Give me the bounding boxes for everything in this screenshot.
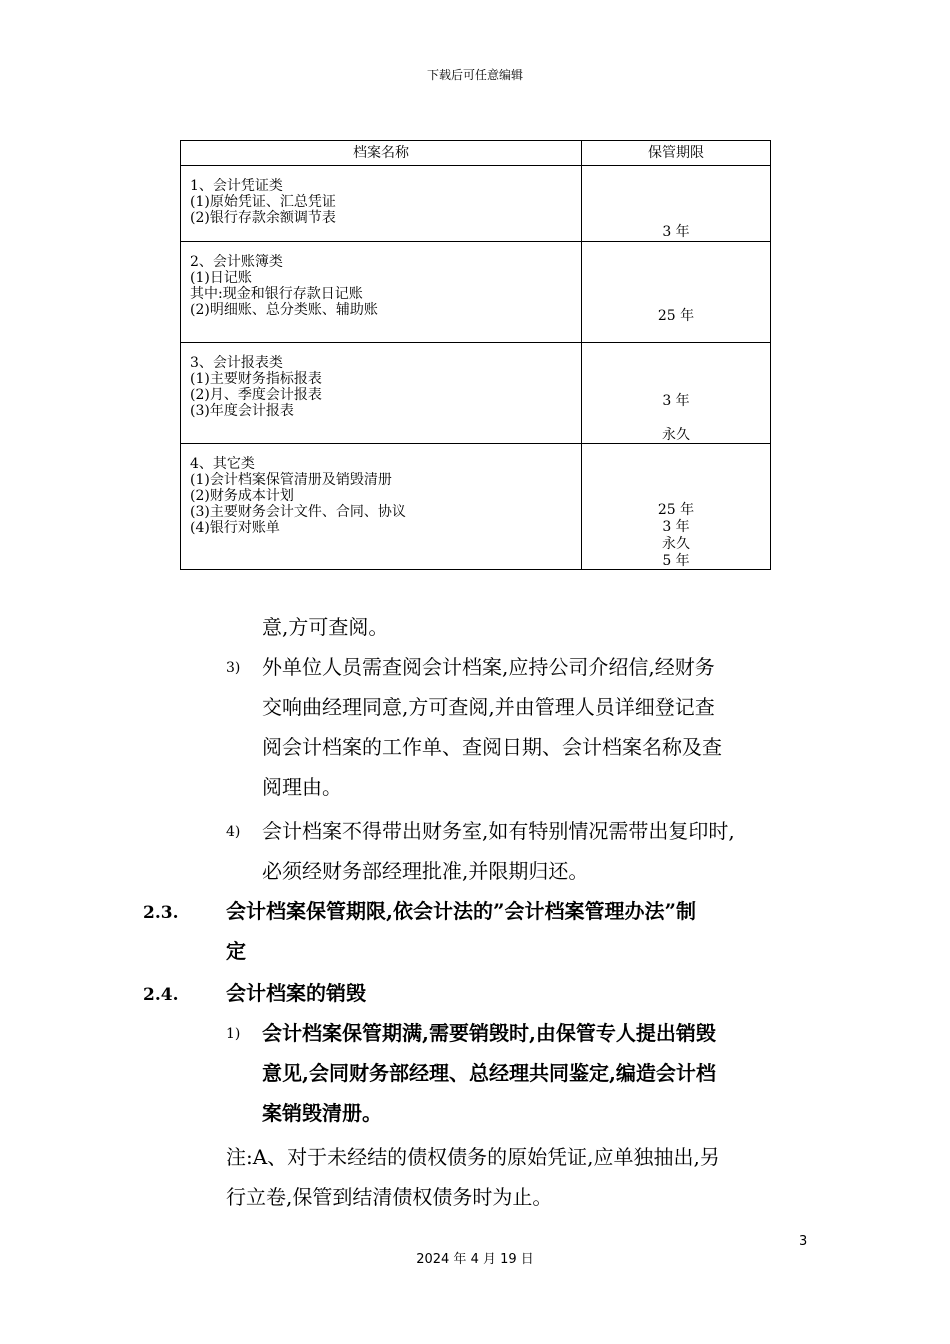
- text-line: 行立卷,保管到结清债权债务时为止。: [226, 1185, 553, 1209]
- cell-line: (3)主要财务会计文件、合同、协议: [190, 504, 406, 520]
- paragraph-continuation: 意,方可查阅。: [262, 615, 389, 639]
- cell-line: 其中:现金和银行存款日记账: [190, 286, 363, 302]
- cell-line: (4)银行对账单: [190, 520, 280, 536]
- section-heading: 会计档案的销毁: [226, 981, 366, 1005]
- text-line: 案销毁清册。: [262, 1101, 382, 1125]
- list-item-text: [262, 647, 722, 807]
- table-header-row: [181, 141, 771, 166]
- page-footer-date: 2024 年 4 月 19 日: [416, 1252, 534, 1267]
- list-number: 3): [226, 660, 241, 676]
- text-line: 外单位人员需查阅会计档案,应持公司介绍信,经财务: [262, 655, 715, 679]
- cell-line: (1)日记账: [190, 270, 252, 286]
- cell-line: 1、会计凭证类: [190, 178, 283, 194]
- cell-line: (2)银行存款余额调节表: [190, 210, 336, 226]
- cell-line: (3)年度会计报表: [190, 403, 294, 419]
- cell-line: 2、会计账簿类: [190, 254, 283, 270]
- table-cell-period: [582, 444, 771, 570]
- period-value: 5 年: [662, 553, 690, 569]
- page-header: 下载后可任意编辑: [426, 68, 523, 82]
- section-number: 2.3.: [143, 903, 179, 923]
- cell-line: (2)财务成本计划: [190, 488, 294, 504]
- text-line: 阅理由。: [262, 775, 342, 799]
- cell-line: (2)月、季度会计报表: [190, 387, 322, 403]
- text-line: 交响曲经理同意,方可查阅,并由管理人员详细登记查: [262, 695, 715, 719]
- period-value: 3 年: [662, 224, 690, 240]
- table-row: [181, 444, 771, 570]
- note-paragraph: [226, 1137, 720, 1217]
- cell-line: (2)明细账、总分类账、辅助账: [190, 302, 378, 318]
- text-line: 定: [226, 939, 246, 963]
- cell-line: (1)会计档案保管清册及销毁清册: [190, 472, 392, 488]
- cell-line: (1)主要财务指标报表: [190, 371, 322, 387]
- period-value: 永久: [662, 536, 690, 552]
- table-cell-name: [181, 343, 582, 444]
- table-cell-name: [181, 166, 582, 242]
- period-value: 25 年: [657, 308, 695, 324]
- table-row: [181, 343, 771, 444]
- list-item-text: [262, 1013, 716, 1133]
- table-cell-period: [582, 166, 771, 242]
- text-line: 注:A、对于未经结的债权债务的原始凭证,应单独抽出,另: [226, 1145, 720, 1169]
- cell-line: (1)原始凭证、汇总凭证: [190, 194, 336, 210]
- list-number: 1): [226, 1026, 241, 1042]
- column-header-period: 保管期限: [582, 141, 771, 166]
- text-line: 会计档案保管期限,依会计法的”会计档案管理办法”制: [226, 899, 696, 923]
- section-number: 2.4.: [143, 985, 179, 1005]
- page-number: 3: [799, 1234, 808, 1249]
- text-line: 阅会计档案的工作单、查阅日期、会计档案名称及查: [262, 735, 722, 759]
- column-header-name: 档案名称: [181, 141, 582, 166]
- text-line: 会计档案不得带出财务室,如有特别情况需带出复印时,: [262, 819, 735, 843]
- table-row: [181, 166, 771, 242]
- table-cell-period: [582, 343, 771, 444]
- list-item-text: [262, 811, 735, 891]
- cell-line: 4、其它类: [190, 456, 255, 472]
- table-row: [181, 242, 771, 343]
- period-value: 3 年: [662, 519, 690, 535]
- retention-table: [180, 140, 771, 570]
- period-value: 3 年: [662, 393, 690, 409]
- period-value: 永久: [662, 427, 690, 443]
- table-cell-name: [181, 444, 582, 570]
- text-line: 会计档案保管期满,需要销毁时,由保管专人提出销毁: [262, 1021, 716, 1045]
- table-cell-period: [582, 242, 771, 343]
- text-line: 意见,会同财务部经理、总经理共同鉴定,编造会计档: [262, 1061, 716, 1085]
- cell-line: 3、会计报表类: [190, 355, 283, 371]
- section-heading: [226, 891, 696, 971]
- text-line: 必须经财务部经理批准,并限期归还。: [262, 859, 589, 883]
- period-value: 25 年: [657, 502, 695, 518]
- list-number: 4): [226, 824, 241, 840]
- table-cell-name: [181, 242, 582, 343]
